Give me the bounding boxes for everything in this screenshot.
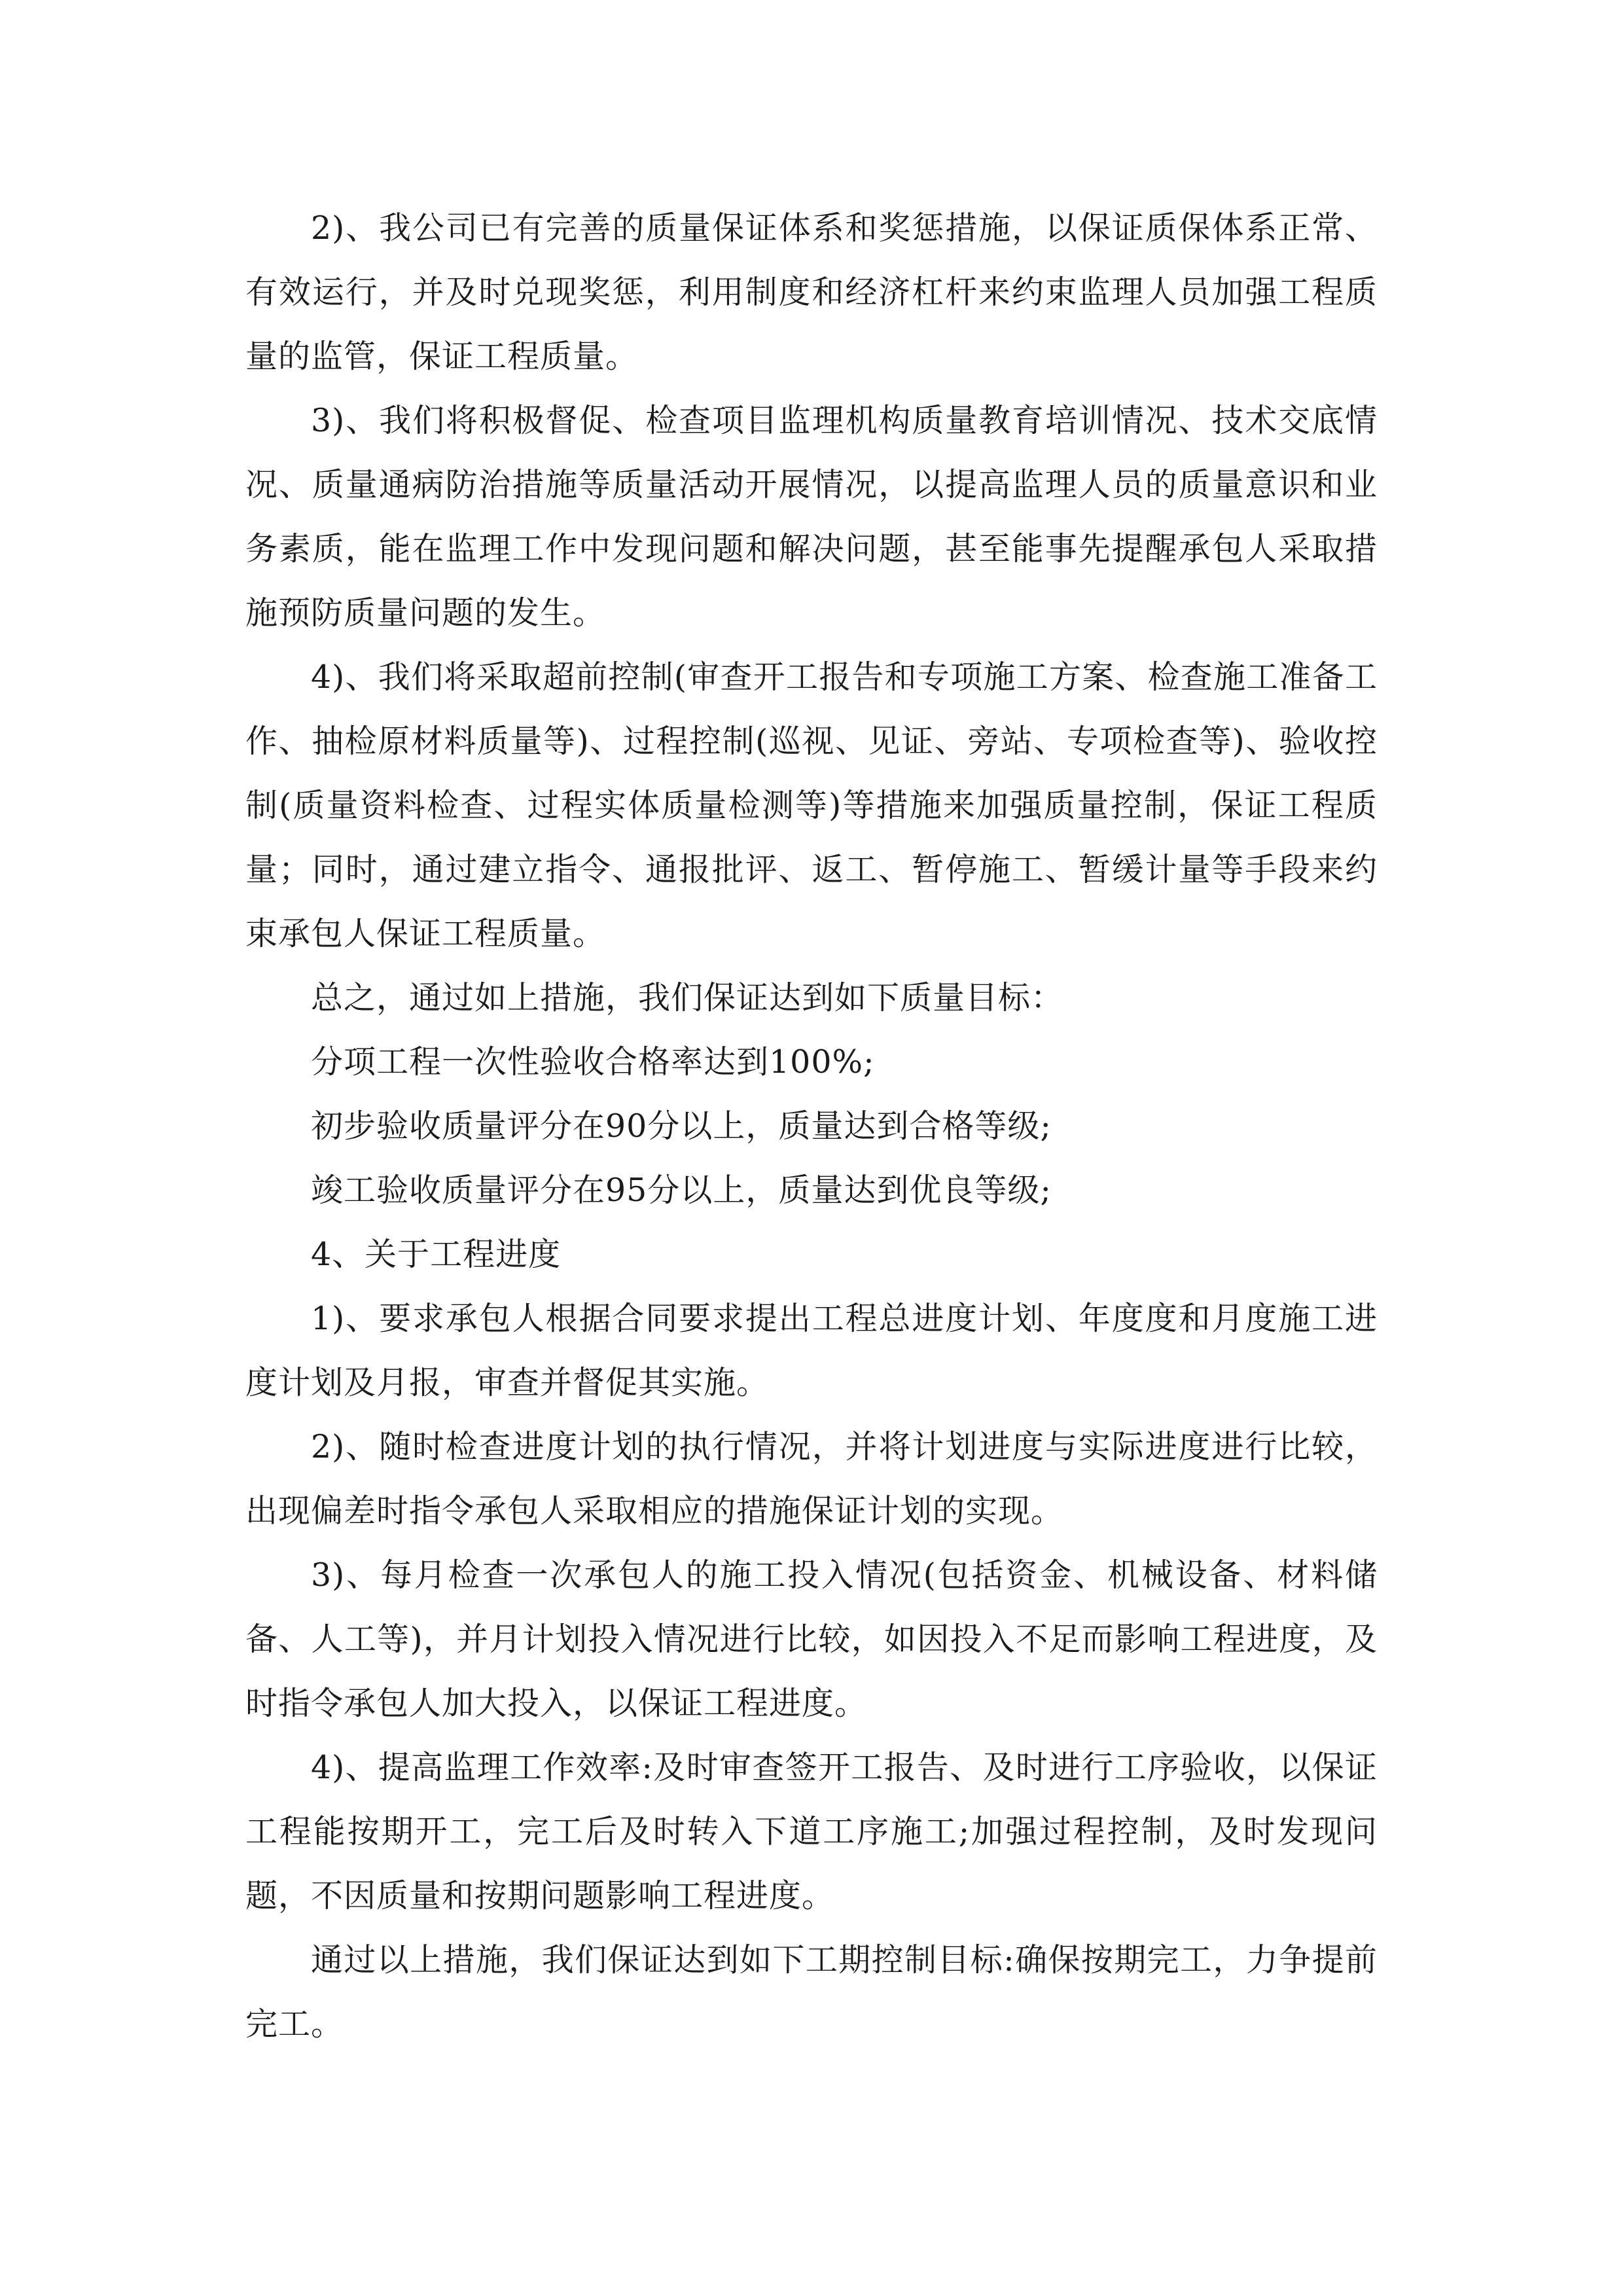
paragraph-goal-final: 竣工验收质量评分在95分以上，质量达到优良等级;	[311, 1172, 1052, 1209]
paragraph-supervision-training: 3)、我们将积极督促、检查项目监理机构质量教育培训情况、技术交底情况、质量通病防治措施等质量活动开展情况，以提高监理人员的质量意识和业务素质，能在监理工作中发现问题和解决问题，甚至能事先提醒承包人采取措施预防质量问题的发生。	[245, 402, 1378, 632]
paragraph-efficiency: 4)、提高监理工作效率:及时审查签开工报告、及时进行工序验收，以保证工程能按期开工，完工后及时转入下道工序施工;加强过程控制，及时发现问题，不因质量和按期问题影响工程进度。	[245, 1749, 1378, 1914]
section-heading-progress: 4、关于工程进度	[311, 1236, 562, 1273]
paragraph-goal-pass-rate: 分项工程一次性验收合格率达到100%;	[311, 1043, 875, 1081]
paragraph-progress-plan: 1)、要求承包人根据合同要求提出工程总进度计划、年度度和月度施工进度计划及月报，审查并督促其实施。	[245, 1300, 1378, 1401]
paragraph-goal-preliminary: 初步验收质量评分在90分以上，质量达到合格等级;	[311, 1107, 1052, 1145]
paragraph-schedule-goal: 通过以上措施，我们保证达到如下工期控制目标:确保按期完工，力争提前完工。	[245, 1941, 1378, 2043]
document-page	[245, 196, 1378, 2056]
paragraph-monthly-input: 3)、每月检查一次承包人的施工投入情况(包括资金、机械设备、材料储备、人工等)，并月计划投入情况进行比较，如因投入不足而影响工程进度，及时指令承包人加大投入，以保证工程进度。	[245, 1556, 1378, 1722]
paragraph-quality-system: 2)、我公司已有完善的质量保证体系和奖惩措施，以保证质保体系正常、有效运行，并及时兑现奖惩，利用制度和经济杠杆来约束监理人员加强工程质量的监管，保证工程质量。	[245, 209, 1378, 375]
paragraph-progress-check: 2)、随时检查进度计划的执行情况，并将计划进度与实际进度进行比较，出现偏差时指令承包人采取相应的措施保证计划的实现。	[245, 1428, 1378, 1530]
paragraph-quality-goals-intro: 总之，通过如上措施，我们保证达到如下质量目标：	[311, 979, 1064, 1016]
paragraph-quality-control-measures: 4)、我们将采取超前控制(审查开工报告和专项施工方案、检查施工准备工作、抽检原材料质量等)、过程控制(巡视、见证、旁站、专项检查等)、验收控制(质量资料检查、过程实体质量检测等)等措施来加强质量控制，保证工程质量；同时，通过建立指令、通报批评、返工、暂停施工、暂缓计量等手段来约束承包人保证工程质量。	[245, 658, 1378, 952]
